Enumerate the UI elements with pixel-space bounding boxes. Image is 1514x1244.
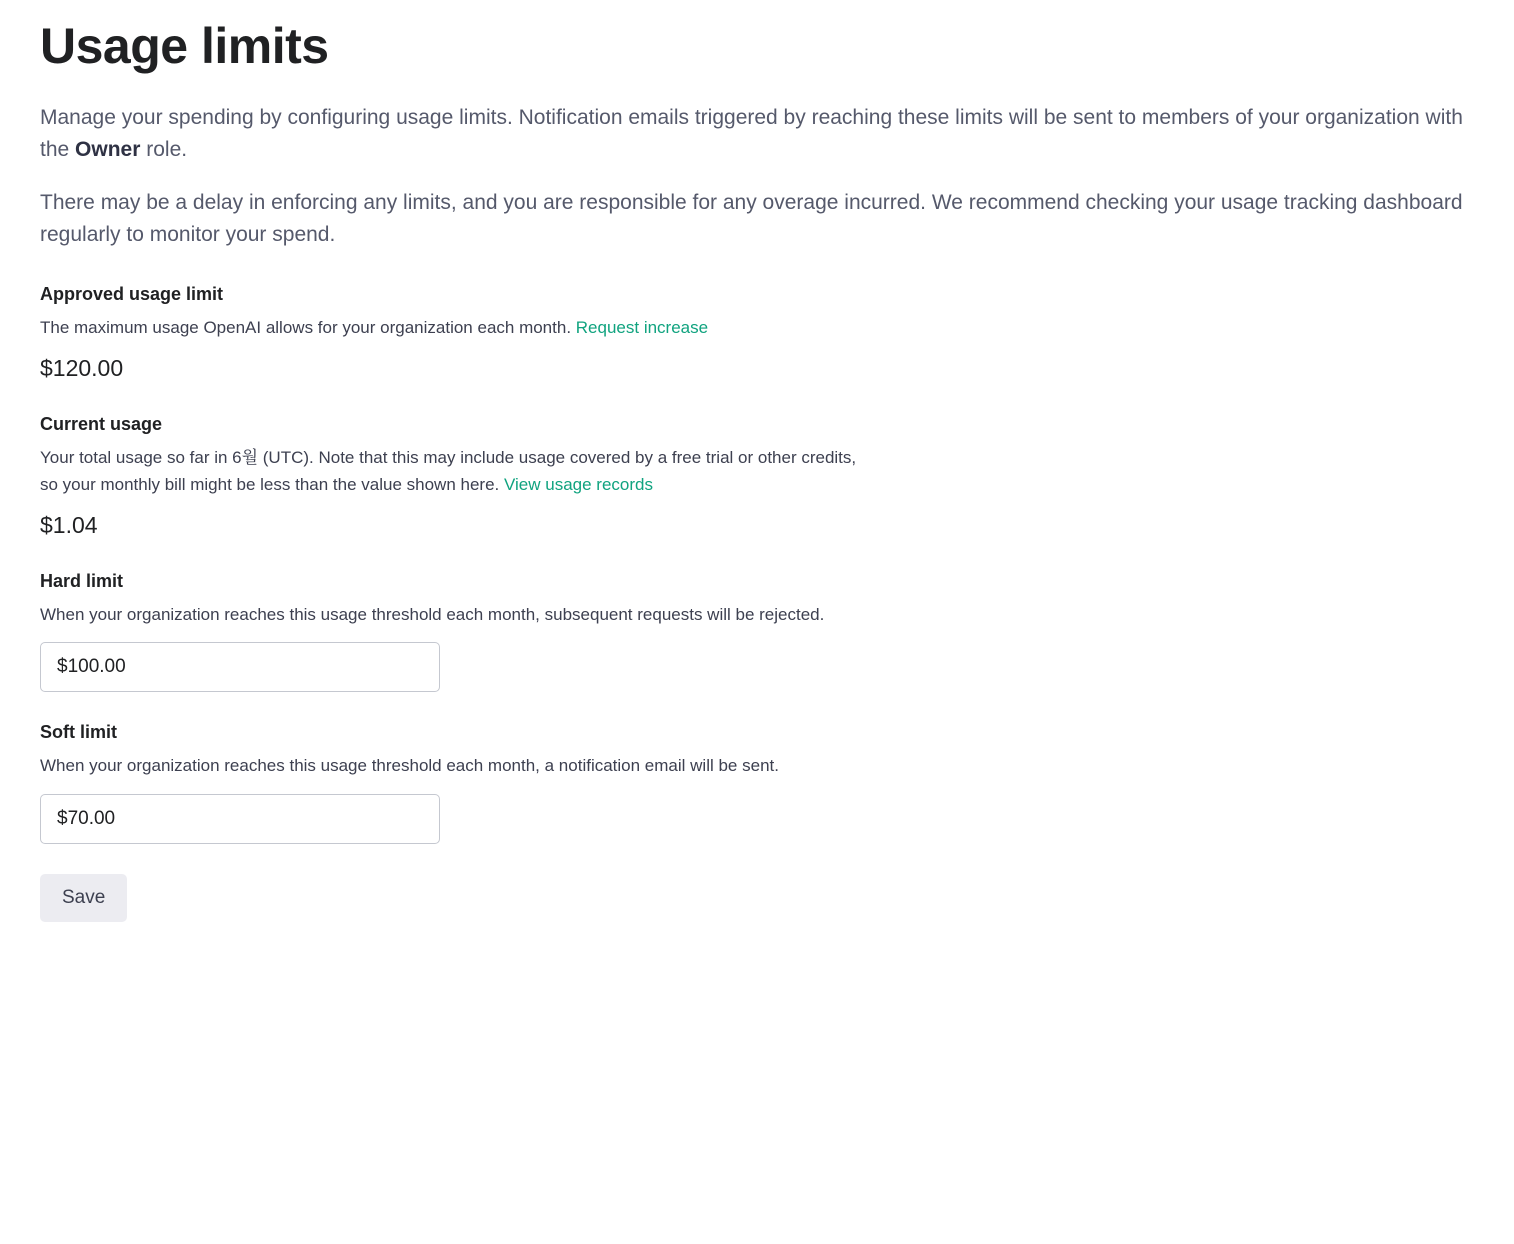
view-usage-records-link[interactable]: View usage records: [503, 474, 653, 494]
request-increase-link[interactable]: Request increase: [575, 318, 709, 337]
soft-limit-description: When your organization reaches this usage threshold each month, a notification email will be sent.: [40, 756, 779, 776]
save-button[interactable]: Save: [40, 874, 127, 922]
current-usage-section: [40, 414, 1474, 539]
approved-usage-limit-value: $120.00: [40, 355, 124, 382]
current-usage-description-line-2: so your monthly bill might be less than the value shown here.: [40, 474, 500, 494]
soft-limit-label: Soft limit: [40, 722, 117, 743]
intro-paragraph-1-text-after: role.: [140, 137, 188, 161]
soft-limit-input[interactable]: [40, 794, 440, 844]
current-usage-description: [40, 445, 1474, 498]
current-usage-description-line-2-wrap: [40, 472, 1474, 498]
owner-role-emphasis: Owner: [75, 137, 141, 161]
hard-limit-section: [40, 571, 1474, 692]
current-usage-description-line-1: Your total usage so far in 6월 (UTC). Note that this may include usage covered by a free trial or other credits,: [40, 448, 857, 468]
approved-usage-limit-label: Approved usage limit: [40, 284, 224, 304]
approved-usage-limit-section: [40, 284, 1474, 382]
intro-paragraph-1: [40, 102, 1474, 165]
hard-limit-label: Hard limit: [40, 571, 124, 592]
page-title: Usage limits: [40, 18, 329, 74]
approved-usage-limit-description-text: The maximum usage OpenAI allows for your organization each month.: [40, 318, 572, 337]
hard-limit-description: When your organization reaches this usage threshold each month, subsequent requests will be rejected.: [40, 605, 825, 625]
intro-paragraph-2: There may be a delay in enforcing any limits, and you are responsible for any overage incurred. We recommend checking your usage tracking dashboard regularly to monitor your spend.: [40, 191, 1463, 246]
current-usage-label: Current usage: [40, 414, 163, 435]
hard-limit-input[interactable]: [40, 642, 440, 692]
current-usage-value: $1.04: [40, 512, 98, 539]
intro-paragraph-1-text-before: Manage your spending by configuring usage limits. Notification emails triggered by reaching these limits will be sent to members of your organization with the: [40, 106, 1463, 161]
approved-usage-limit-description: [40, 315, 1474, 341]
soft-limit-section: [40, 722, 1474, 843]
